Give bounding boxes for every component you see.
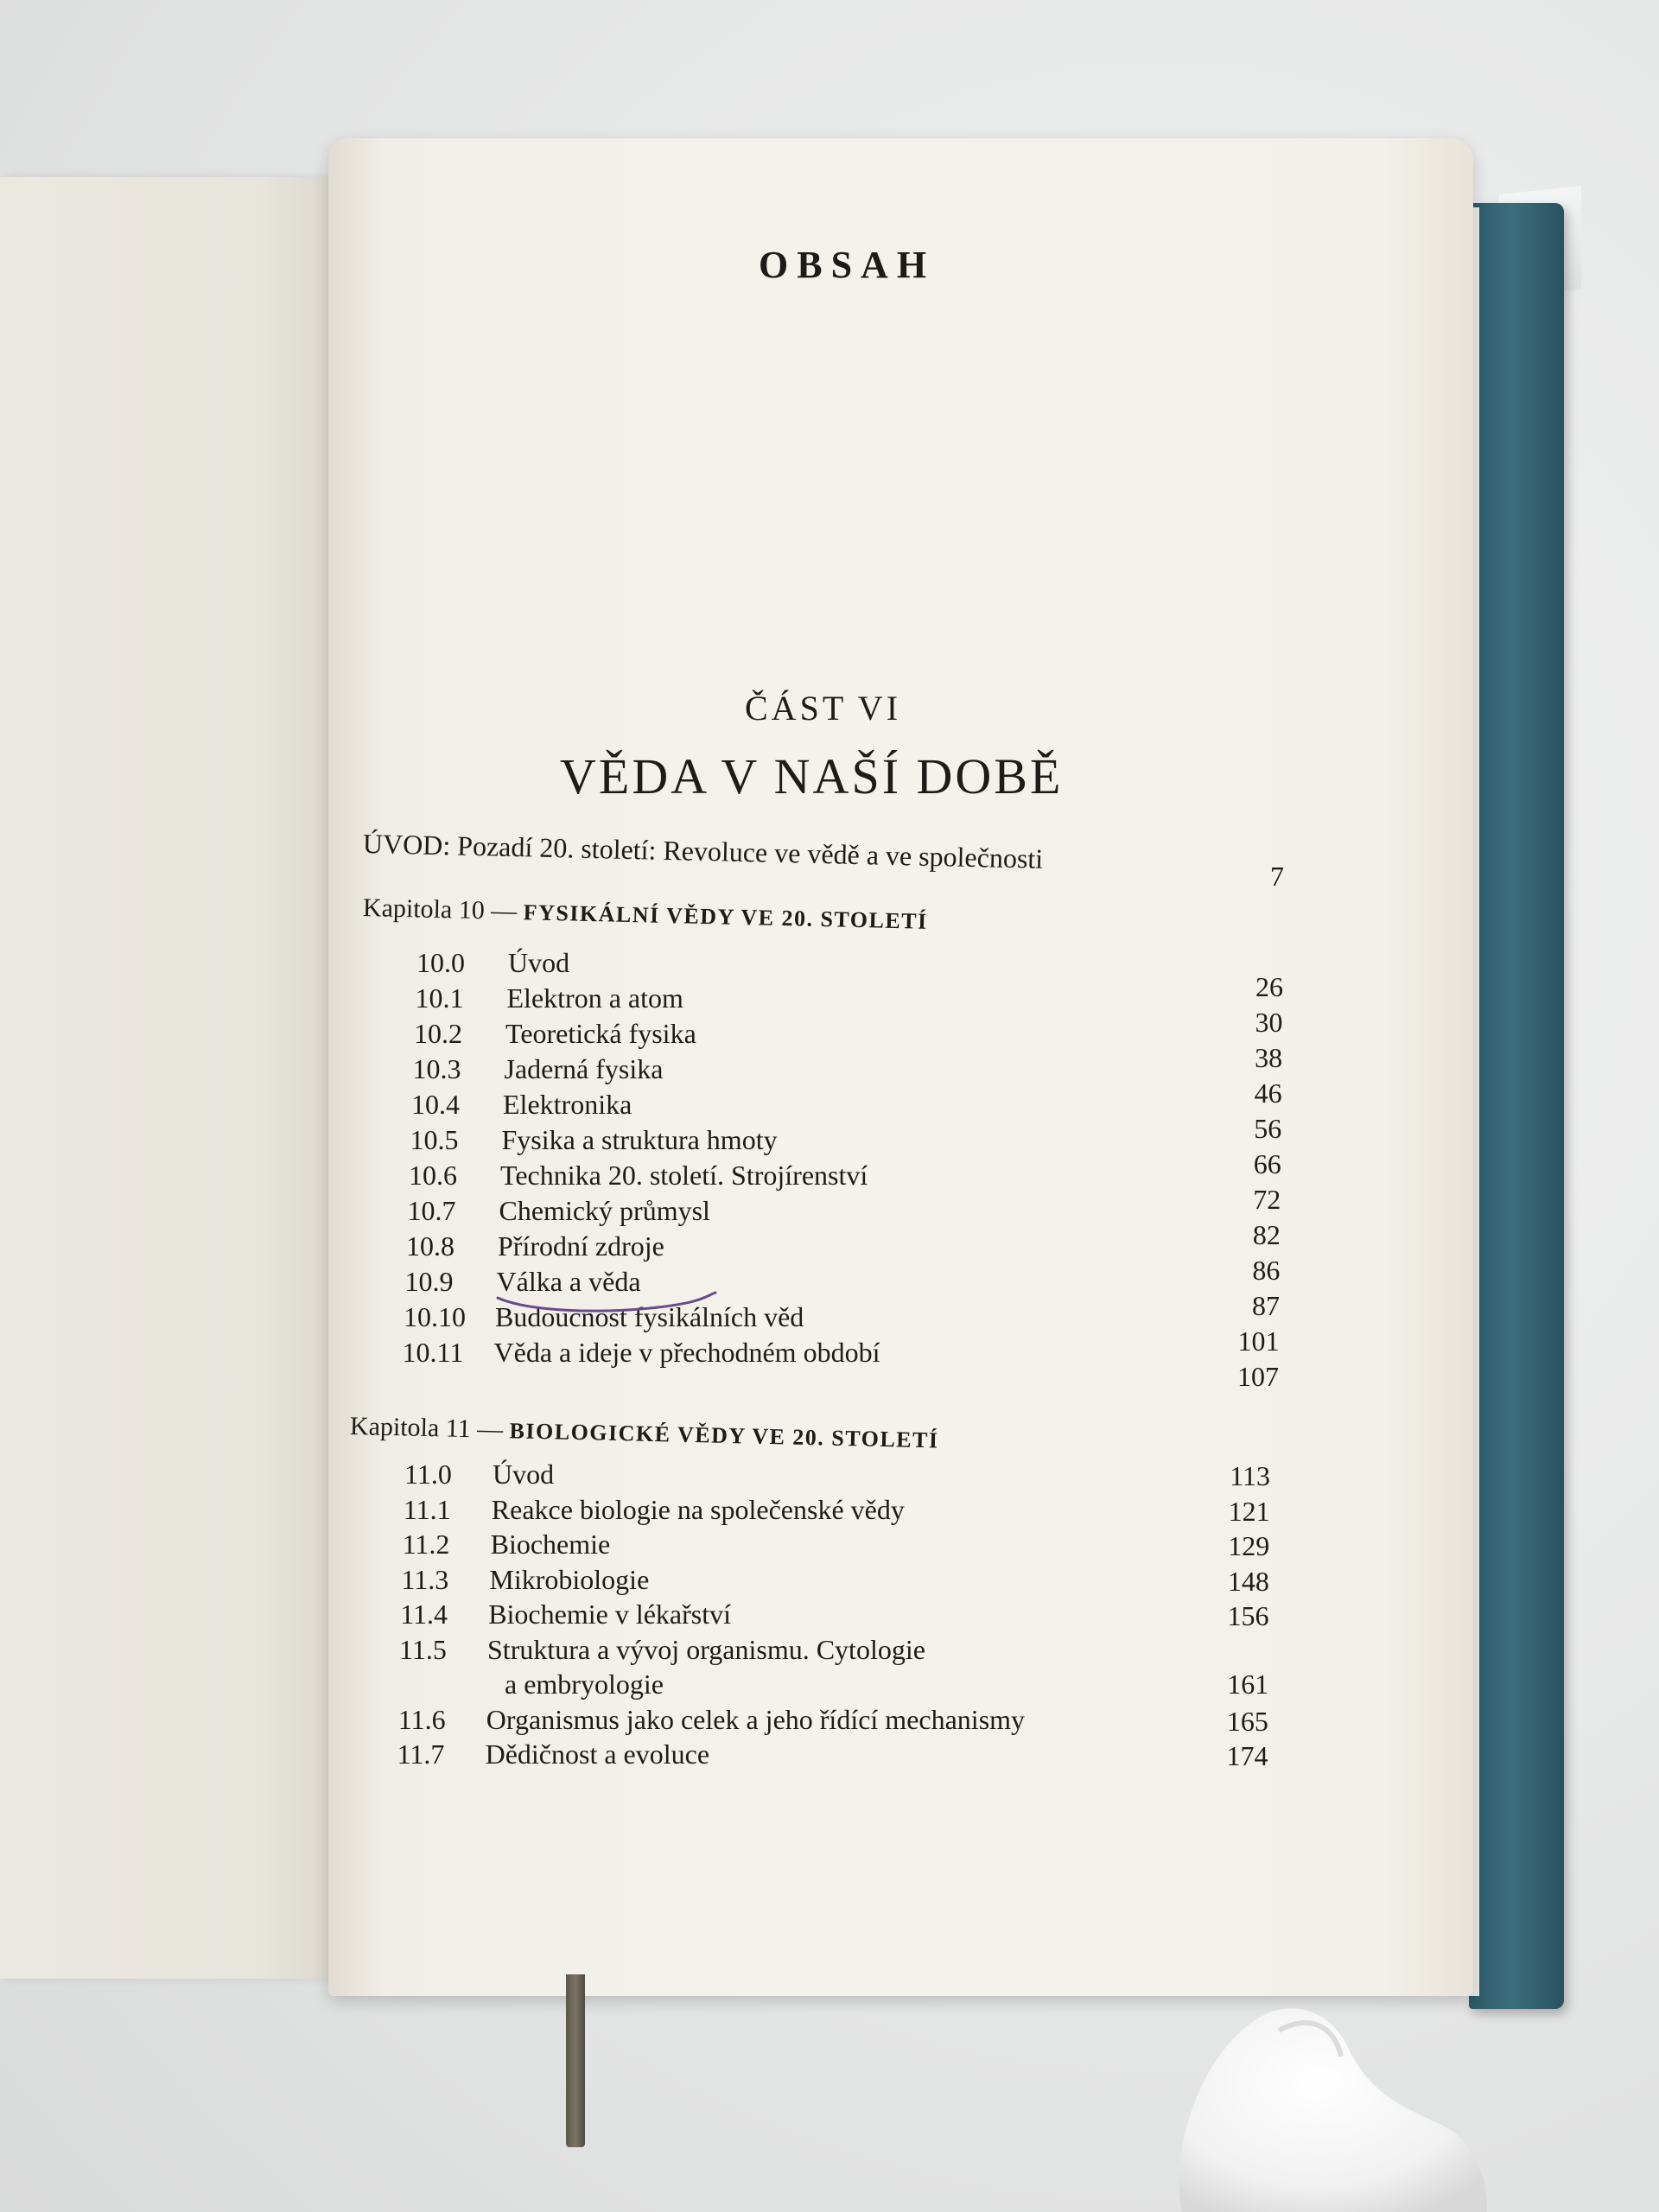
toc-entry-page: 66 bbox=[1253, 1148, 1281, 1179]
white-glove-image bbox=[1149, 1927, 1495, 2212]
toc-entry-page: 121 bbox=[1228, 1495, 1270, 1527]
toc-entry-page: 113 bbox=[1230, 1460, 1270, 1491]
toc-entry-number: 10.8 bbox=[406, 1230, 454, 1262]
toc-entry-title: Organismus jako celek a jeho řídící mechanismy bbox=[486, 1703, 1026, 1735]
toc-entry-title: Dědičnost a evoluce bbox=[485, 1738, 710, 1770]
bookmark-ribbon bbox=[566, 1974, 585, 2147]
toc-entry-number: 11.2 bbox=[402, 1529, 450, 1560]
toc-entry-title: Elektronika bbox=[503, 1089, 632, 1120]
toc-entry-number: 10.4 bbox=[411, 1089, 460, 1120]
toc-entry-page: 148 bbox=[1227, 1565, 1269, 1597]
toc-entry-page: 107 bbox=[1237, 1361, 1280, 1392]
toc-entry-title: Struktura a vývoj organismu. Cytologie bbox=[487, 1633, 925, 1665]
toc-entry-title: Elektron a atom bbox=[506, 982, 683, 1014]
toc-entry-title: Teoretická fysika bbox=[505, 1018, 696, 1049]
toc-entry-number: 10.1 bbox=[415, 982, 464, 1014]
toc-entry-title: Jaderná fysika bbox=[504, 1053, 664, 1084]
toc-entry-page: 165 bbox=[1226, 1705, 1268, 1737]
toc-entry-number: 11.7 bbox=[397, 1738, 445, 1770]
toc-entry-title: Úvod bbox=[493, 1459, 555, 1490]
toc-entry-number: 11.5 bbox=[399, 1633, 447, 1665]
toc-entry-page: 82 bbox=[1252, 1219, 1281, 1250]
chapter-prefix: Kapitola 11 — bbox=[349, 1412, 511, 1445]
intro-entry-title: ÚVOD: Pozadí 20. století: Revoluce ve vědě a ve společnosti bbox=[362, 828, 1044, 874]
toc-entry-page: 101 bbox=[1237, 1325, 1280, 1357]
book-cover bbox=[1469, 203, 1564, 2009]
toc-entry-number: 11.3 bbox=[401, 1563, 449, 1595]
toc-entry-number: 11.4 bbox=[400, 1599, 448, 1630]
toc-entry-page: 129 bbox=[1228, 1530, 1270, 1561]
intro-entry-page: 7 bbox=[1270, 861, 1284, 892]
toc-entry-page: 174 bbox=[1226, 1740, 1268, 1771]
chapter-title: FYSIKÁLNÍ VĚDY VE 20. STOLETÍ bbox=[523, 899, 929, 934]
toc-entry-page: 87 bbox=[1251, 1290, 1280, 1321]
toc-entry-title: Válka a věda bbox=[496, 1266, 641, 1297]
toc-entry-page: 56 bbox=[1254, 1113, 1282, 1144]
toc-entry-title: Reakce biologie na společenské vědy bbox=[491, 1493, 905, 1525]
toc-entry-number: 11.6 bbox=[397, 1703, 446, 1735]
toc-entry-number: 10.5 bbox=[410, 1124, 459, 1155]
toc-entry-page: 46 bbox=[1254, 1077, 1282, 1109]
toc-entry-number: 10.0 bbox=[416, 947, 465, 978]
toc-entry-number: 11.1 bbox=[403, 1493, 451, 1525]
toc-entry-number: 10.11 bbox=[402, 1337, 464, 1368]
toc-entry-page: 86 bbox=[1252, 1255, 1281, 1286]
toc-entry-number: 10.7 bbox=[407, 1195, 456, 1226]
part-label: ČÁST VI bbox=[745, 689, 902, 728]
toc-entry-number: 10.2 bbox=[414, 1018, 462, 1049]
toc-entry-number: 10.6 bbox=[409, 1160, 457, 1191]
toc-entry-page: 161 bbox=[1227, 1669, 1269, 1700]
toc-entry-title: Fysika a struktura hmoty bbox=[501, 1124, 778, 1155]
toc-entry-page: 38 bbox=[1255, 1042, 1283, 1073]
chapter-prefix: Kapitola 10 — bbox=[362, 893, 524, 926]
toc-entry-title: Biochemie bbox=[490, 1529, 611, 1560]
toc-entry-title: Věda a ideje v přechodném období bbox=[493, 1337, 880, 1368]
toc-entry-title: Chemický průmysl bbox=[499, 1195, 710, 1226]
chapter-title: BIOLOGICKÉ VĚDY VE 20. STOLETÍ bbox=[509, 1418, 939, 1453]
toc-entry-title: Technika 20. století. Strojírenství bbox=[500, 1160, 868, 1191]
toc-entry-title: Mikrobiologie bbox=[489, 1563, 650, 1595]
toc-entry-number: 11.0 bbox=[404, 1459, 452, 1490]
toc-entry-title-continued: a embryologie bbox=[505, 1669, 664, 1700]
toc-entry-number: 10.9 bbox=[404, 1266, 454, 1297]
toc-entry-number: 10.3 bbox=[412, 1053, 461, 1084]
toc-entry-page: 72 bbox=[1253, 1184, 1281, 1215]
page-title: OBSAH bbox=[759, 244, 936, 286]
toc-entry-page: 156 bbox=[1227, 1600, 1269, 1631]
pencil-underline-mark bbox=[494, 1286, 719, 1320]
left-page bbox=[0, 177, 363, 1979]
toc-entry-title: Budoucnost fysikálních věd bbox=[495, 1301, 804, 1332]
toc-entry-page: 30 bbox=[1255, 1007, 1283, 1038]
toc-entry-page: 26 bbox=[1255, 971, 1283, 1002]
part-title: VĚDA V NAŠÍ DOBĚ bbox=[560, 748, 1064, 804]
toc-entry-title: Úvod bbox=[508, 947, 570, 978]
toc-entry-title: Přírodní zdroje bbox=[498, 1230, 664, 1262]
toc-entry-number: 10.10 bbox=[404, 1301, 466, 1332]
toc-entry-title: Biochemie v lékařství bbox=[488, 1599, 731, 1630]
